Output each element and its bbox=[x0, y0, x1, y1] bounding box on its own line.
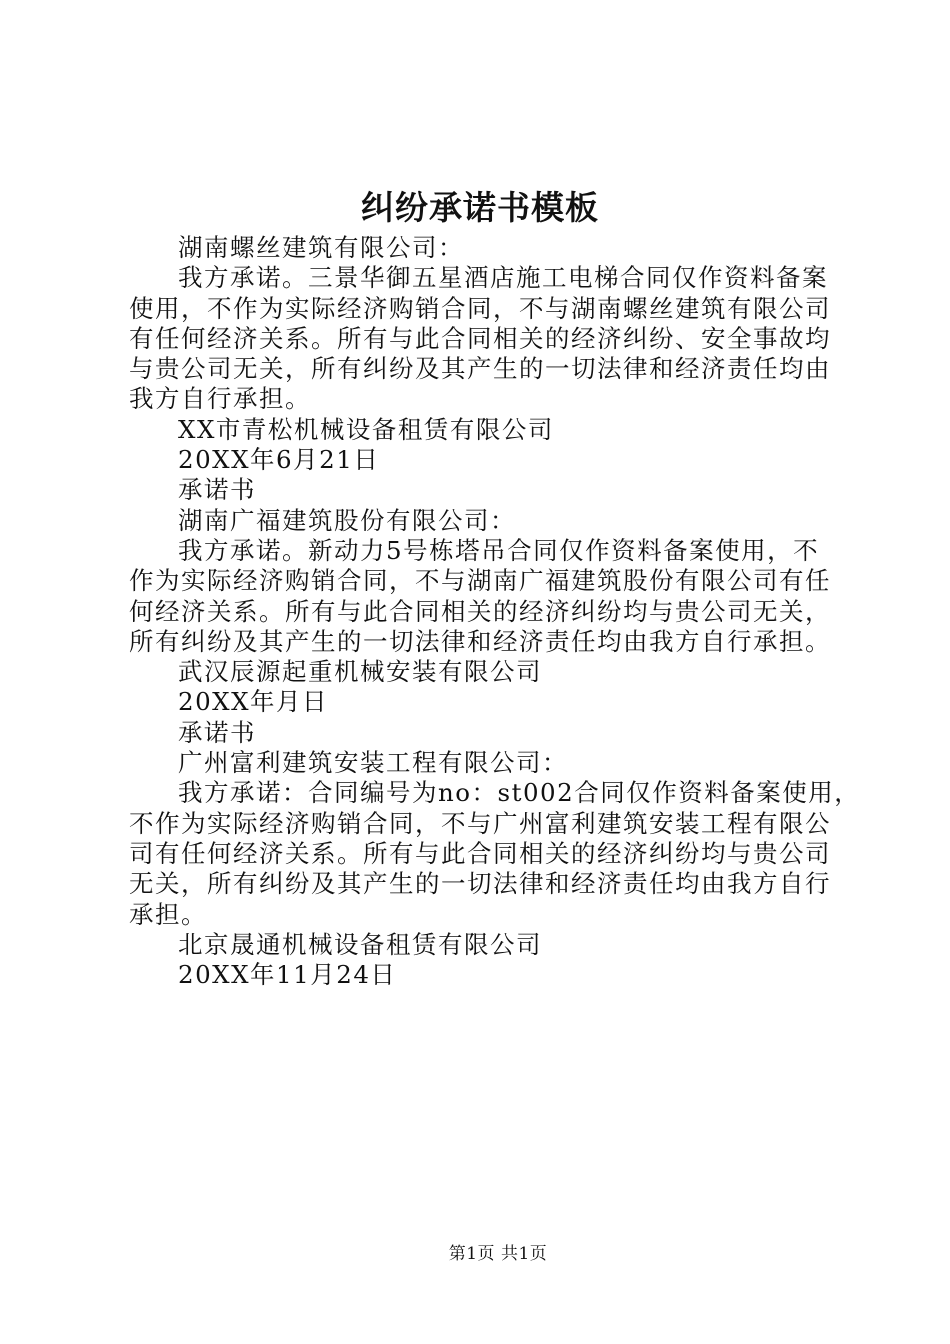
date: 20XX年月日 bbox=[178, 687, 329, 717]
section-heading: 承诺书 bbox=[178, 717, 256, 747]
document-title: 纠纷承诺书模板 bbox=[361, 188, 599, 227]
addressee: 广州富利建筑安装工程有限公司： bbox=[178, 748, 568, 778]
addressee: 湖南广福建筑股份有限公司： bbox=[178, 505, 516, 535]
body-line: 司有任何经济关系。所有与此合同相关的经济纠纷均与贵公司 bbox=[129, 838, 831, 868]
body-line: 何经济关系。所有与此合同相关的经济纠纷均与贵公司无关， bbox=[129, 596, 831, 626]
signer: XX市青松机械设备租赁有限公司 bbox=[178, 414, 554, 444]
body-line: 不作为实际经济购销合同，不与广州富利建筑安装工程有限公 bbox=[129, 808, 831, 838]
addressee: 湖南螺丝建筑有限公司： bbox=[178, 233, 464, 262]
body-line: 我方承诺：合同编号为no：st002合同仅作资料备案使用， bbox=[178, 778, 861, 808]
document-body bbox=[129, 233, 861, 990]
body-line: 承担。 bbox=[129, 899, 207, 929]
body-line: 与贵公司无关，所有纠纷及其产生的一切法律和经济责任均由 bbox=[129, 354, 831, 384]
date: 20XX年6月21日 bbox=[178, 445, 380, 475]
body-line: 使用，不作为实际经济购销合同，不与湖南螺丝建筑有限公司 bbox=[129, 293, 831, 323]
section-heading: 承诺书 bbox=[178, 475, 256, 505]
body-line: 我方承诺。三景华御五星酒店施工电梯合同仅作资料备案 bbox=[178, 263, 828, 293]
body-line: 我方自行承担。 bbox=[129, 384, 311, 414]
page-number-footer: 第1页 共1页 bbox=[448, 1244, 548, 1264]
body-line: 作为实际经济购销合同，不与湖南广福建筑股份有限公司有任 bbox=[129, 566, 831, 596]
signer: 北京晟通机械设备租赁有限公司 bbox=[178, 929, 542, 959]
signer: 武汉辰源起重机械安装有限公司 bbox=[178, 657, 542, 687]
body-line: 有任何经济关系。所有与此合同相关的经济纠纷、安全事故均 bbox=[129, 323, 831, 353]
date: 20XX年11月24日 bbox=[178, 960, 397, 990]
body-line: 所有纠纷及其产生的一切法律和经济责任均由我方自行承担。 bbox=[129, 626, 831, 656]
body-line: 无关，所有纠纷及其产生的一切法律和经济责任均由我方自行 bbox=[129, 869, 831, 899]
body-line: 我方承诺。新动力5号栋塔吊合同仅作资料备案使用，不 bbox=[178, 535, 820, 565]
